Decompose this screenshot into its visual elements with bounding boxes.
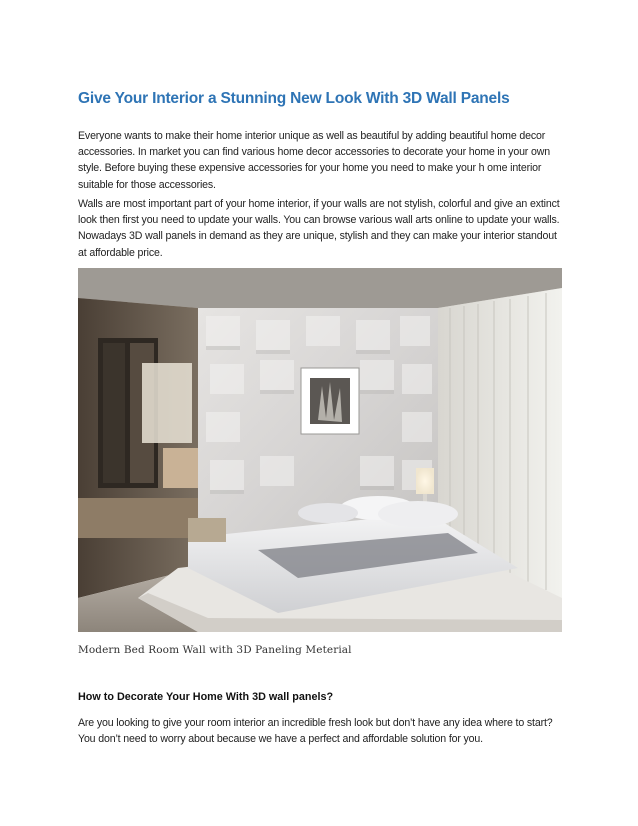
section-paragraph: Are you looking to give your room interior an incredible fresh look but don’t have any idea where to start? You don’t need to worry about because we have a perfect and affordable solution for you. (78, 717, 553, 746)
intro-paragraph: Everyone wants to make their home interior unique as well as beautiful by adding beautiful home decor accessories. In market you can find various home decor accessories to decorate your home in your own style. Before buying these expensive accessories for your home you need to make your h ome interior suitable for those accessories. (78, 130, 550, 191)
walls-paragraph: Walls are most important part of your home interior, if your walls are not stylish, colorful and give an extinct look then first you need to update your walls. You can browse various wall arts online to update your walls. Nowadays 3D wall panels in demand as they are unique, stylish and they can make your interior standout at affordable price. (78, 198, 560, 259)
article-title: Give Your Interior a Stunning New Look With 3D Wall Panels (78, 90, 510, 107)
section-heading: How to Decorate Your Home With 3D wall panels? (78, 691, 334, 703)
bedroom-photo (78, 268, 562, 632)
image-caption: Modern Bed Room Wall with 3D Paneling Meterial (78, 644, 352, 656)
